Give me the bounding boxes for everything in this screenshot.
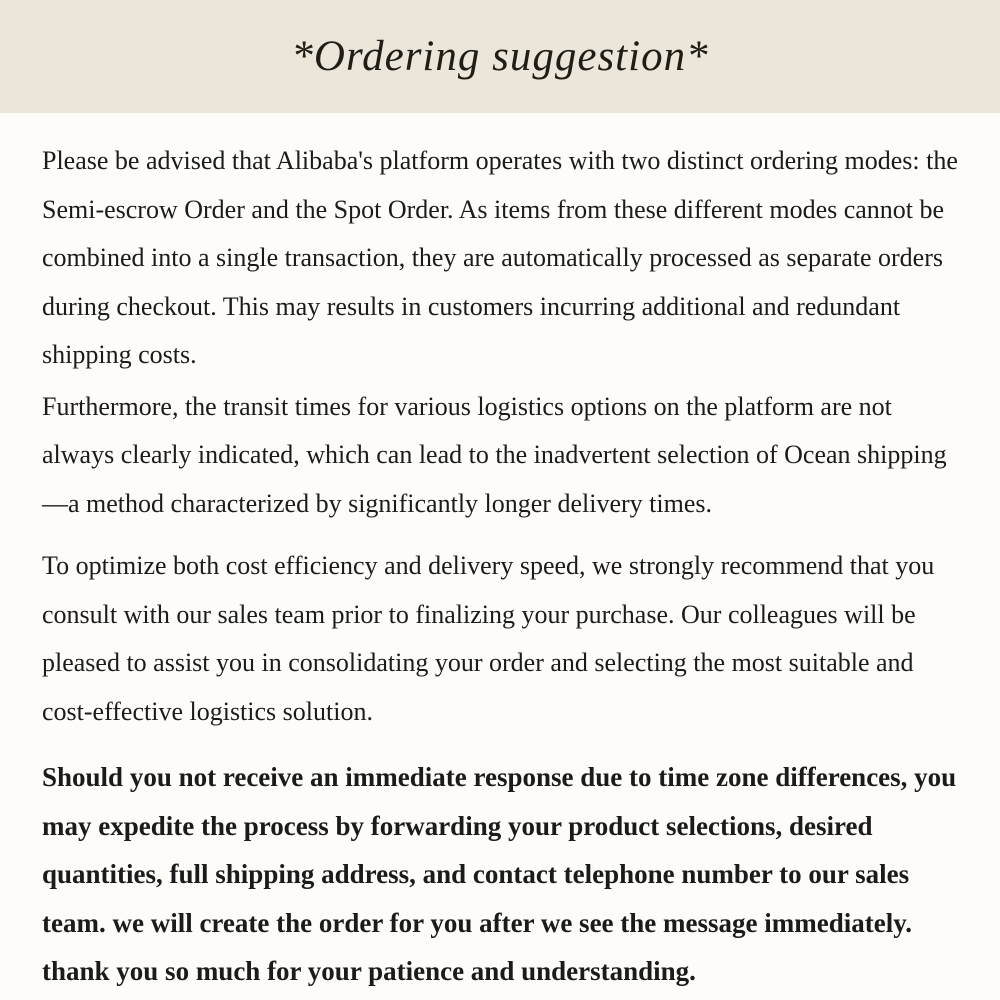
page-title: *Ordering suggestion* — [291, 33, 709, 80]
paragraph-transit-times: Furthermore, the transit times for various logistics options on the platform are not always clearly indicated, which can lead to the inadvertent selection of Ocean shipping—a method characterized by significantly longer delivery times. — [42, 391, 947, 518]
paragraph-recommendation: To optimize both cost efficiency and delivery speed, we strongly recommend that you consult with our sales team prior to finalizing your purchase. Our colleagues will be pleased to assist you in consolidating your order and selecting the most suitable and cost-effective logistics solution. — [42, 551, 935, 726]
paragraph-ordering-modes: Please be advised that Alibaba's platform operates with two distinct ordering modes: the Semi-escrow Order and the Spot Order. As items from these different modes cannot be combined into a single transaction, they are automatically processed as separate orders during checkout. This may results in customers incurring additional and redundant shipping costs. — [42, 146, 958, 369]
document-body — [0, 113, 1000, 996]
paragraph-contact-instructions: Should you not receive an immediate response due to time zone differences, you may expedite the process by forwarding your product selections, desired quantities, full shipping address, and contact telephone number to our sales team. we will create the order for you after we see the message immediately. thank you so much for your patience and understanding. — [42, 762, 957, 986]
header-banner — [0, 0, 1000, 113]
